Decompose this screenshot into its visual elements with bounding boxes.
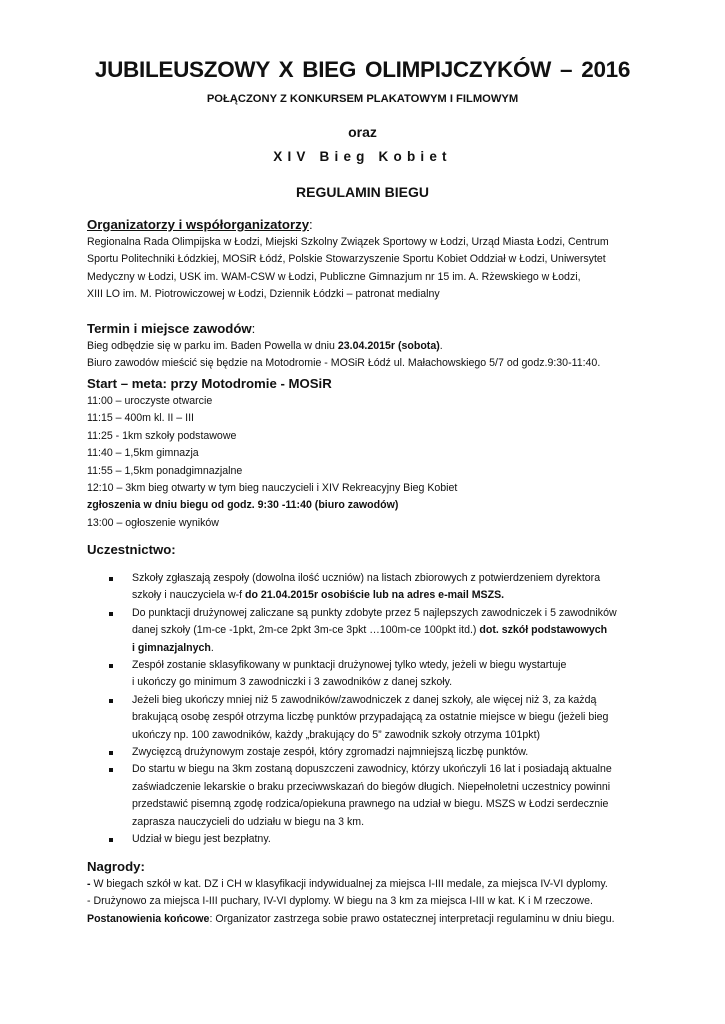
- rule-text: Szkoły zgłaszają zespoły (dowolna ilość uczniów) na listach zbiorowych z potwierdzeniem dyrektora: [132, 572, 601, 584]
- participation-heading: Uczestnictwo:: [87, 542, 176, 557]
- organizers-line: XIII LO im. M. Piotrowiczowej w Łodzi, Dziennik Łódzki – patronat medialny: [87, 288, 440, 301]
- schedule-item: 12:10 – 3km bieg otwarty w tym bieg nauczycieli i XIV Rekreacyjny Bieg Kobiet: [87, 482, 458, 495]
- registration-note: zgłoszenia w dniu biegu od godz. 9:30 -11:40 (biuro zawodów): [87, 499, 399, 512]
- organizers-heading: Organizatorzy i współorganizatorzy:: [87, 217, 313, 232]
- rule-text: i gimnazjalnych: [132, 641, 211, 654]
- organizers-section: [87, 216, 647, 304]
- regulation-heading: REGULAMIN BIEGU: [296, 184, 429, 200]
- prizes-heading: Nagrody:: [87, 859, 145, 874]
- date-line: Bieg odbędzie się w parku im. Baden Powella w dniu 23.04.2015r (sobota).: [87, 340, 443, 352]
- rule-line: [132, 570, 647, 587]
- oraz-connector: oraz: [348, 124, 377, 140]
- prize-line: - Drużynowo za miejsca I-III puchary, IV-VI dyplomy. W biegu na 3 km za miejsca I-III w kat. K i M rzeczowe.: [87, 895, 593, 908]
- rule-line: [132, 814, 647, 831]
- bullet-icon: [109, 751, 113, 755]
- rule-item: [87, 605, 647, 657]
- date-place-heading: Termin i miejsce zawodów:: [87, 321, 256, 336]
- rule-item: [87, 761, 647, 831]
- rule-text: zaprasza nauczycieli do udziału w biegu na 3 km.: [132, 815, 365, 828]
- schedule-item: 11:25 - 1km szkoły podstawowe: [87, 429, 237, 442]
- rule-text: Zwycięzcą drużynowym zostaje zespół, który zgromadzi najmniejszą liczbę punktów.: [132, 746, 529, 759]
- rule-text: przedstawić pisemną zgodę rodzica/opiekuna prawnego na udział w biegu. MSZS w Łodzi serdecznie: [132, 798, 609, 811]
- rule-line: [132, 692, 647, 709]
- bullet-icon: [109, 699, 113, 703]
- rule-text: Do punktacji drużynowej zaliczane są punkty zdobyte przez 5 najlepszych zawodniczek i 5 zawodników: [132, 606, 617, 619]
- schedule-item: 11:40 – 1,5km gimnazja: [87, 447, 199, 460]
- rule-text: brakującą osobę zespół otrzyma liczbę punktów przypadającą za ostatnie miejsce w biegu (jeżeli bieg: [132, 711, 609, 724]
- rule-text: ukończy np. 100 zawodników, każdy „brakujący do 5” zawodnik szkoły otrzyma 101pkt): [132, 728, 541, 741]
- rule-text: szkoły i nauczyciela w-f: [132, 589, 246, 602]
- rule-item: [87, 570, 647, 605]
- organizers-line: Regionalna Rada Olimpijska w Łodzi, Miejski Szkolny Związek Sportowy w Łodzi, Urząd Miasta Łodzi, Centrum: [87, 236, 609, 248]
- bullet-icon: [109, 768, 113, 772]
- rule-line: [132, 640, 647, 657]
- rule-text: Udział w biegu jest bezpłatny.: [132, 833, 271, 846]
- rule-item: [87, 744, 647, 761]
- participation-rules: [87, 570, 647, 849]
- schedule-item: 11:55 – 1,5km ponadgimnazjalne: [87, 464, 243, 477]
- rule-item: [87, 657, 647, 692]
- womens-run-title: XIV Bieg Kobiet: [273, 149, 452, 164]
- rule-text: dot. szkół podstawowych: [479, 624, 608, 637]
- rule-item: [87, 692, 647, 744]
- schedule-item: 11:15 – 400m kl. II – III: [87, 412, 194, 425]
- prize-line: - W biegach szkół w kat. DZ i CH w klasyfikacji indywidualnej za miejsca I-III medale, za miejsca IV-VI dyplomy.: [87, 878, 608, 890]
- final-provisions: Postanowienia końcowe: Organizator zastrzega sobie prawo ostatecznej interpretacji regulaminu w dniu biegu.: [87, 912, 615, 925]
- bullet-icon: [109, 612, 113, 616]
- rule-line: [132, 761, 647, 778]
- rule-text: Zespół zostanie sklasyfikowany w punktacji drużynowej tylko wtedy, jeżeli w biegu wystartuje: [132, 659, 567, 672]
- rule-line: [132, 622, 647, 639]
- page-subtitle: POŁĄCZONY Z KONKURSEM PLAKATOWYM I FILMOWYM: [206, 93, 519, 105]
- rule-line: [132, 779, 647, 796]
- rule-line: [132, 674, 647, 691]
- rule-line: [132, 709, 647, 726]
- page-title: JUBILEUSZOWY X BIEG OLIMPIJCZYKÓW – 2016: [94, 57, 631, 82]
- rule-line: [132, 831, 647, 848]
- rule-line: [132, 744, 647, 761]
- date-place-section: [87, 320, 647, 373]
- bullet-icon: [109, 664, 113, 668]
- prizes-section: [87, 858, 647, 928]
- results-item: 13:00 – ogłoszenie wyników: [87, 516, 219, 529]
- rule-line: [132, 796, 647, 813]
- schedule-item: 11:00 – uroczyste otwarcie: [87, 395, 213, 407]
- rule-text: Jeżeli bieg ukończy mniej niż 5 zawodników/zawodniczek z danej szkoły, ale więcej niż 3, za każdą: [132, 693, 597, 706]
- rule-line: [132, 727, 647, 744]
- rule-line: [132, 657, 647, 674]
- organizers-line: Sportu Politechniki Łódzkiej, MOSiR Łódź, Polskie Stowarzyszenie Sportu Kobiet Oddział w Łodzi, Uniwersytet: [87, 253, 606, 266]
- schedule-section: [87, 375, 647, 532]
- rule-text: i ukończy go minimum 3 zawodniczki i 3 zawodników z danej szkoły.: [132, 676, 453, 689]
- rule-item: [87, 831, 647, 848]
- organizers-line: Medyczny w Łodzi, USK im. WAM-CSW w Łodzi, Publiczne Gimnazjum nr 15 im. A. Rżewskiego w Łodzi,: [87, 270, 581, 283]
- rule-text: danej szkoły (1m-ce -1pkt, 2m-ce 2pkt 3m-ce 3pkt …100m-ce 100pkt itd.): [132, 624, 480, 637]
- rule-line: [132, 605, 647, 622]
- rule-line: [132, 587, 647, 604]
- rule-text: Do startu w biegu na 3km zostaną dopuszczeni zawodnicy, którzy ukończyli 16 lat i posiadają aktualne: [132, 763, 612, 776]
- bullet-icon: [109, 577, 113, 581]
- rule-text: zaświadczenie lekarskie o braku przeciwwskazań do biegów długich. Niepełnoletni uczestnicy powinni: [132, 780, 611, 793]
- rule-text: .: [210, 641, 214, 654]
- schedule-heading: Start – meta: przy Motodromie - MOSiR: [87, 376, 332, 391]
- bullet-icon: [109, 838, 113, 842]
- office-line: Biuro zawodów mieścić się będzie na Motodromie - MOSiR Łódź ul. Małachowskiego 5/7 od godz.9:30-11:40.: [87, 357, 601, 370]
- participation-section: [87, 541, 647, 849]
- rule-text: do 21.04.2015r osobiście lub na adres e-mail MSZS.: [245, 589, 505, 602]
